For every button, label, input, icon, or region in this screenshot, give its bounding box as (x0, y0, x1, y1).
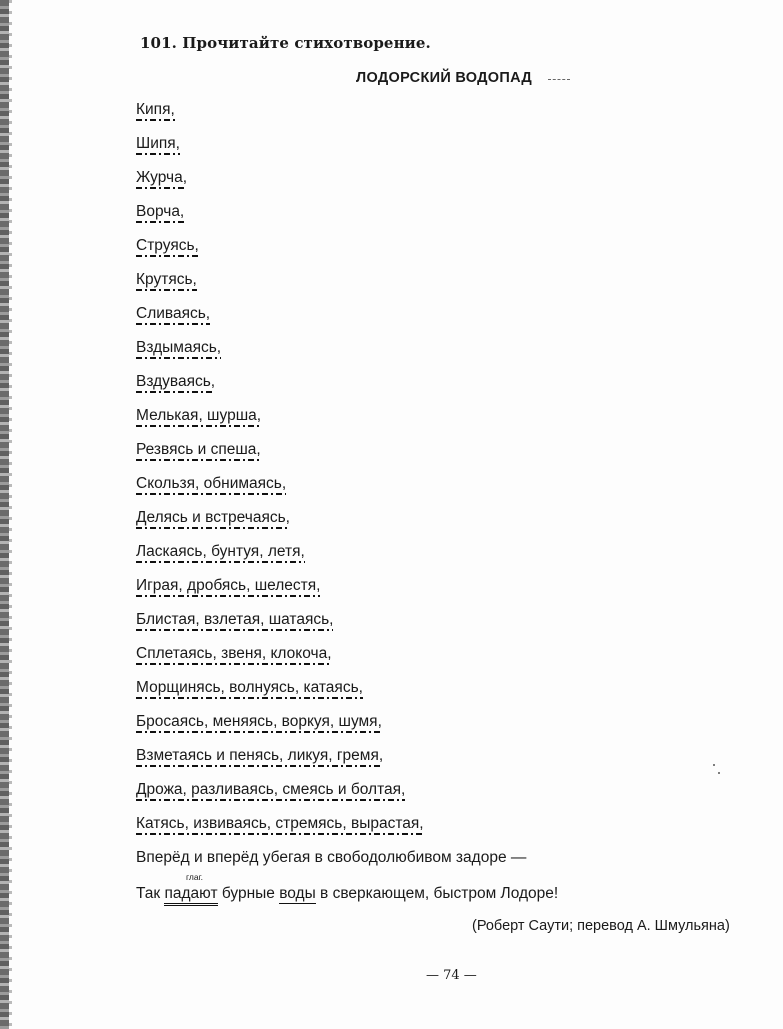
poem-line: Кипя, (136, 101, 175, 119)
poem-last-line: Так падают бурные воды в сверкающем, быстром Лодоре! (136, 885, 558, 903)
poem-line: Скользя, обнимаясь, (136, 475, 286, 493)
poem-line: Морщинясь, волнуясь, катаясь, (136, 679, 363, 697)
poem-line: Вперёд и вперёд убегая в свободолюбивом задоре — (136, 849, 527, 866)
binding-shadow (9, 0, 12, 1029)
poem-line: Ласкаясь, бунтуя, летя, (136, 543, 305, 561)
poem-line: Крутясь, (136, 271, 197, 289)
page-number: — 74 — (426, 968, 477, 983)
poem-line: Дрожа, разливаясь, смеясь и болтая, (136, 781, 405, 799)
title-pencil-mark (548, 79, 570, 80)
verb-annotation: глаг. (186, 872, 204, 882)
scan-speck (713, 764, 715, 766)
poem-line: Катясь, извиваясь, стремясь, вырастая, (136, 815, 424, 833)
predicate-word: падают (164, 885, 217, 906)
poem-line: Вздымаясь, (136, 339, 221, 357)
poem-line: Ворча, (136, 203, 184, 221)
scan-speck (718, 772, 720, 774)
exercise-task: 101. Прочитайте стихотворение. (140, 34, 431, 52)
poem-line: Сплетаясь, звеня, клокоча, (136, 645, 332, 663)
poem-line: Сливаясь, (136, 305, 210, 323)
poem-attribution: (Роберт Саути; перевод А. Шмульяна) (472, 918, 730, 934)
poem-line: Бросаясь, меняясь, воркуя, шумя, (136, 713, 382, 731)
poem-line: Шипя, (136, 135, 180, 153)
subject-word: воды (279, 885, 316, 902)
poem-title: ЛОДОРСКИЙ ВОДОПАД (356, 70, 533, 86)
poem-line: Блистая, взлетая, шатаясь, (136, 611, 333, 629)
poem-line: Резвясь и спеша, (136, 441, 261, 459)
poem-line: Мелькая, шурша, (136, 407, 261, 425)
poem-line: Струясь, (136, 237, 199, 255)
poem-line: Играя, дробясь, шелестя, (136, 577, 320, 595)
poem-line: Журча, (136, 169, 187, 187)
poem-line: Взметаясь и пенясь, ликуя, гремя, (136, 747, 383, 765)
poem-line: Вздуваясь, (136, 373, 215, 391)
poem-line: Делясь и встречаясь, (136, 509, 290, 527)
binding-edge (0, 0, 9, 1029)
